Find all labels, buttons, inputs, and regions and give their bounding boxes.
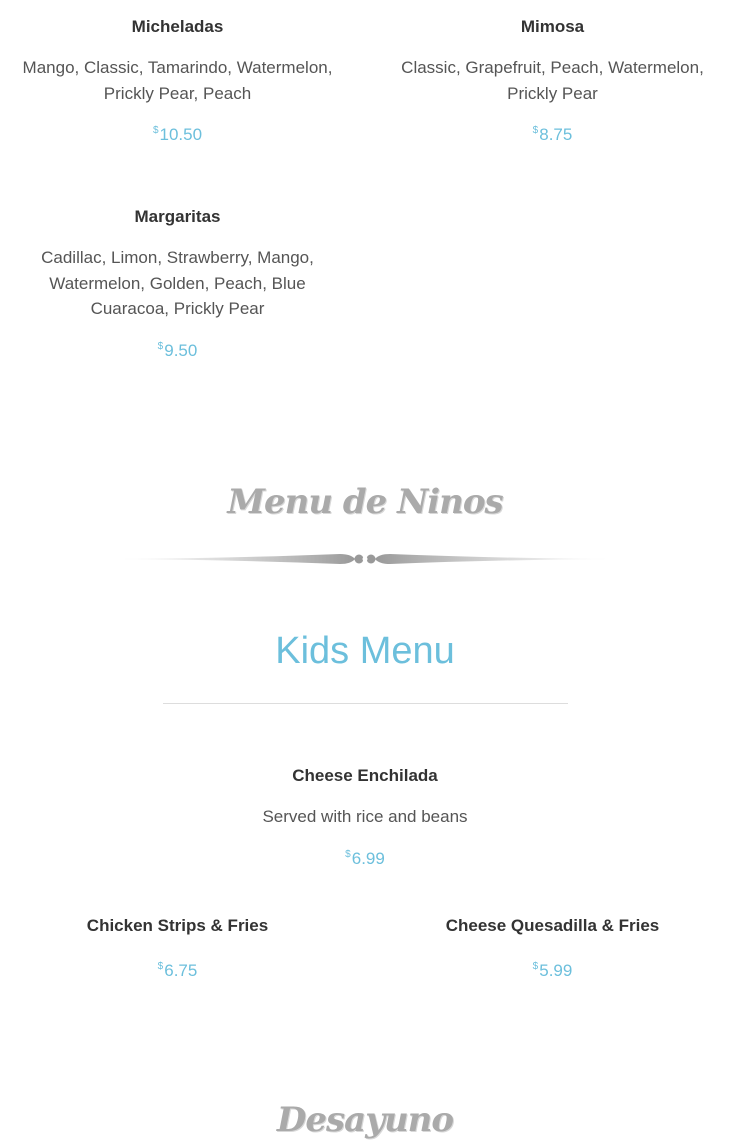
item-name: Mimosa (520, 17, 585, 36)
currency-symbol: $ (157, 340, 164, 352)
item-price (10, 124, 345, 146)
menu-item-chicken-strips (30, 915, 325, 982)
item-description: Mango, Classic, Tamarindo, Watermelon, Prickly Pear, Peach (22, 58, 333, 103)
item-price (385, 124, 720, 146)
menu-item-micheladas (10, 16, 345, 146)
price-value: 9.50 (164, 340, 198, 360)
item-price (215, 848, 515, 870)
currency-symbol: $ (532, 125, 539, 136)
item-name: Margaritas (134, 207, 221, 226)
section-title: Kids Menu (275, 630, 455, 672)
menu-item-margaritas (30, 206, 325, 362)
menu-item-mimosa (385, 16, 720, 146)
currency-symbol: $ (532, 961, 539, 972)
currency-symbol: $ (152, 125, 159, 136)
price-value: 5.99 (539, 961, 573, 980)
menu-item-cheese-quesadilla (395, 915, 710, 982)
price-value: 6.75 (164, 961, 198, 980)
item-name: Chicken Strips & Fries (86, 916, 269, 935)
price-value: 10.50 (159, 125, 203, 144)
currency-symbol: $ (345, 848, 351, 860)
ornament-divider (115, 548, 615, 570)
item-price (30, 340, 325, 362)
item-description: Classic, Grapefruit, Peach, Watermelon, Prickly Pear (401, 58, 704, 103)
item-description: Cadillac, Limon, Strawberry, Mango, Watermelon, Golden, Peach, Blue Cuaracoa, Prickly Pear (41, 248, 314, 318)
price-value: 6.99 (351, 848, 385, 868)
item-name: Micheladas (131, 17, 224, 36)
item-price (395, 960, 710, 982)
item-price (30, 960, 325, 982)
price-value: 8.75 (539, 125, 573, 144)
section-script-heading-next: Desayuno (276, 1100, 454, 1140)
menu-item-cheese-enchilada (215, 765, 515, 870)
currency-symbol: $ (157, 961, 164, 972)
title-underline (163, 703, 568, 704)
section-script-heading: Menu de Ninos (227, 482, 503, 522)
item-description: Served with rice and beans (262, 807, 468, 826)
item-name: Cheese Quesadilla & Fries (445, 916, 660, 935)
item-name: Cheese Enchilada (292, 766, 438, 785)
